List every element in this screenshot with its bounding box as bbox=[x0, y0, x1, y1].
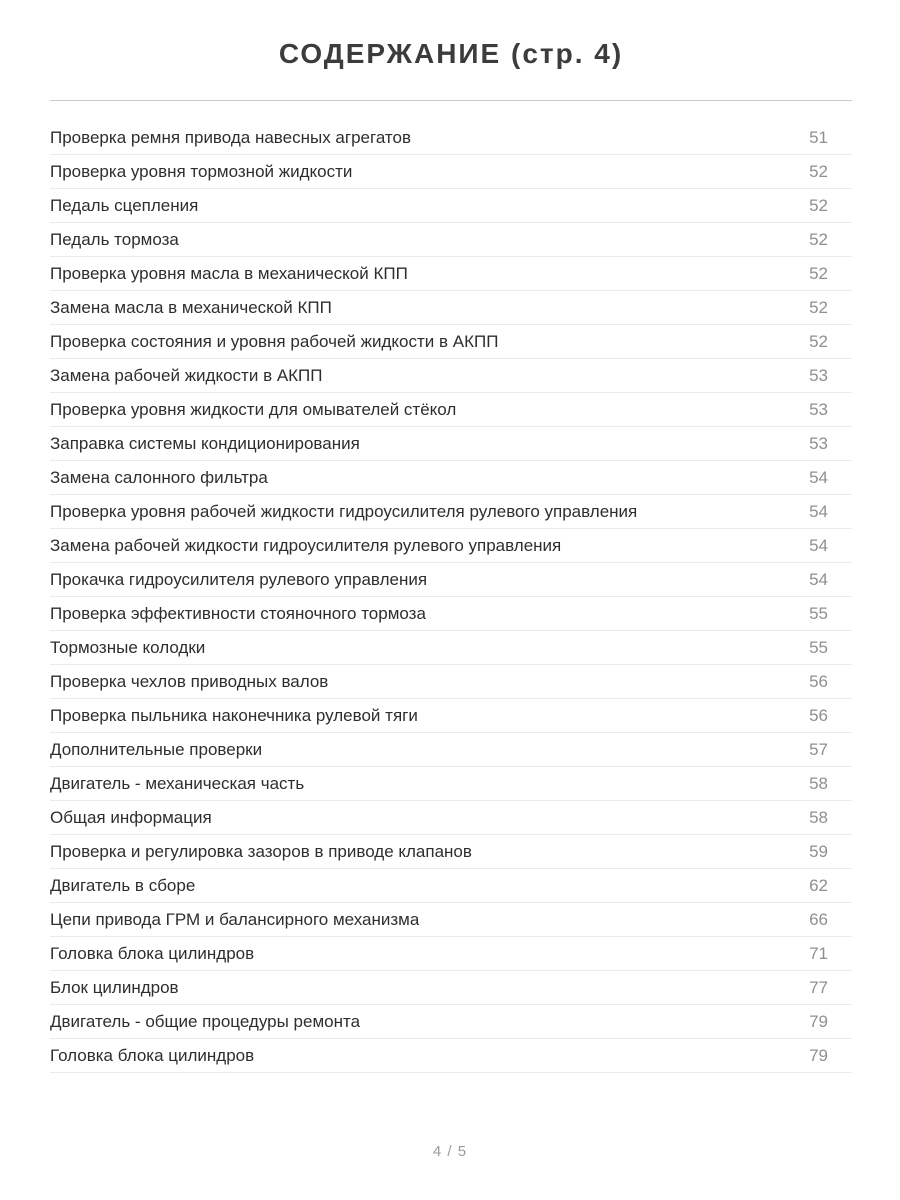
toc-entry-label: Замена масла в механической КПП bbox=[50, 297, 332, 317]
toc-entry-page: 53 bbox=[809, 433, 828, 453]
toc-entry-page: 56 bbox=[809, 671, 828, 691]
toc-row[interactable] bbox=[50, 937, 852, 971]
toc-entry-label: Проверка эффективности стояночного тормоза bbox=[50, 603, 426, 623]
toc-entry-page: 53 bbox=[809, 365, 828, 385]
toc-entry-label: Головка блока цилиндров bbox=[50, 943, 255, 963]
toc-entry-page: 53 bbox=[809, 399, 828, 419]
toc-entry-page: 52 bbox=[809, 331, 828, 351]
toc-entry-page: 54 bbox=[809, 467, 828, 487]
toc-row[interactable] bbox=[50, 461, 852, 495]
toc-entry-page: 66 bbox=[809, 909, 828, 929]
toc-entry-page: 55 bbox=[809, 603, 828, 623]
toc-entry-label: Проверка уровня жидкости для омывателей стёкол bbox=[50, 399, 457, 419]
toc-row[interactable] bbox=[50, 733, 852, 767]
toc-row[interactable] bbox=[50, 971, 852, 1005]
toc-content bbox=[50, 0, 852, 1073]
page-indicator: 4 / 5 bbox=[432, 1143, 468, 1160]
toc-row[interactable] bbox=[50, 155, 852, 189]
toc-entry-page: 52 bbox=[809, 263, 828, 283]
toc-entry-label: Замена салонного фильтра bbox=[50, 467, 268, 487]
toc-entry-page: 57 bbox=[809, 739, 828, 759]
toc-row[interactable] bbox=[50, 427, 852, 461]
toc-entry-label: Проверка ремня привода навесных агрегатов bbox=[50, 127, 411, 147]
toc-entry-label: Проверка пыльника наконечника рулевой тяги bbox=[50, 705, 418, 725]
toc-entry-label: Дополнительные проверки bbox=[50, 739, 263, 759]
toc-entry-label: Проверка уровня масла в механической КПП bbox=[50, 263, 408, 283]
toc-entry-label: Педаль сцепления bbox=[50, 195, 199, 215]
toc-row[interactable] bbox=[50, 835, 852, 869]
toc-entry-page: 54 bbox=[809, 501, 828, 521]
toc-entry-label: Проверка и регулировка зазоров в приводе клапанов bbox=[50, 841, 472, 861]
toc-entry-label: Замена рабочей жидкости гидроусилителя рулевого управления bbox=[50, 535, 562, 555]
toc-entry-page: 55 bbox=[809, 637, 828, 657]
toc-entry-label: Блок цилиндров bbox=[50, 977, 179, 997]
toc-row[interactable] bbox=[50, 767, 852, 801]
toc-row[interactable] bbox=[50, 597, 852, 631]
toc-row[interactable] bbox=[50, 121, 852, 155]
toc-row[interactable] bbox=[50, 325, 852, 359]
toc-entry-page: 52 bbox=[809, 229, 828, 249]
toc-entry-page: 56 bbox=[809, 705, 828, 725]
toc-row[interactable] bbox=[50, 699, 852, 733]
toc-entry-label: Проверка состояния и уровня рабочей жидкости в АКПП bbox=[50, 331, 499, 351]
toc-entry-page: 77 bbox=[809, 977, 828, 997]
toc-row[interactable] bbox=[50, 393, 852, 427]
toc-entry-page: 52 bbox=[809, 195, 828, 215]
toc-row[interactable] bbox=[50, 189, 852, 223]
toc-row[interactable] bbox=[50, 359, 852, 393]
toc-entry-label: Общая информация bbox=[50, 807, 212, 827]
toc-entry-page: 79 bbox=[809, 1011, 828, 1031]
title-divider bbox=[50, 100, 852, 101]
toc-row[interactable] bbox=[50, 529, 852, 563]
toc-entry-label: Проверка уровня тормозной жидкости bbox=[50, 161, 353, 181]
toc-entry-page: 58 bbox=[809, 773, 828, 793]
toc-entry-label: Головка блока цилиндров bbox=[50, 1045, 255, 1065]
toc-row[interactable] bbox=[50, 869, 852, 903]
toc-entry-label: Тормозные колодки bbox=[50, 637, 206, 657]
toc-entry-label: Цепи привода ГРМ и балансирного механизма bbox=[50, 909, 420, 929]
toc-list bbox=[50, 121, 852, 1073]
toc-entry-page: 52 bbox=[809, 161, 828, 181]
page-title: СОДЕРЖАНИЕ (стр. 4) bbox=[278, 38, 624, 69]
toc-row[interactable] bbox=[50, 1005, 852, 1039]
toc-entry-label: Прокачка гидроусилителя рулевого управления bbox=[50, 569, 428, 589]
toc-entry-label: Двигатель в сборе bbox=[50, 875, 196, 895]
toc-entry-page: 79 bbox=[809, 1045, 828, 1065]
toc-row[interactable] bbox=[50, 291, 852, 325]
toc-entry-label: Двигатель - общие процедуры ремонта bbox=[50, 1011, 361, 1031]
toc-entry-label: Педаль тормоза bbox=[50, 229, 179, 249]
toc-entry-page: 54 bbox=[809, 569, 828, 589]
toc-entry-label: Проверка чехлов приводных валов bbox=[50, 671, 329, 691]
toc-row[interactable] bbox=[50, 1039, 852, 1073]
toc-entry-page: 62 bbox=[809, 875, 828, 895]
toc-row[interactable] bbox=[50, 631, 852, 665]
toc-row[interactable] bbox=[50, 257, 852, 291]
toc-entry-page: 58 bbox=[809, 807, 828, 827]
toc-row[interactable] bbox=[50, 801, 852, 835]
toc-row[interactable] bbox=[50, 495, 852, 529]
toc-entry-page: 59 bbox=[809, 841, 828, 861]
toc-entry-label: Заправка системы кондиционирования bbox=[50, 433, 360, 453]
toc-row[interactable] bbox=[50, 563, 852, 597]
toc-entry-page: 71 bbox=[809, 943, 828, 963]
toc-entry-page: 52 bbox=[809, 297, 828, 317]
toc-entry-label: Проверка уровня рабочей жидкости гидроусилителя рулевого управления bbox=[50, 501, 638, 521]
toc-row[interactable] bbox=[50, 665, 852, 699]
toc-row[interactable] bbox=[50, 903, 852, 937]
toc-entry-page: 51 bbox=[809, 127, 828, 147]
toc-row[interactable] bbox=[50, 223, 852, 257]
toc-entry-page: 54 bbox=[809, 535, 828, 555]
toc-entry-label: Двигатель - механическая часть bbox=[50, 773, 305, 793]
toc-entry-label: Замена рабочей жидкости в АКПП bbox=[50, 365, 323, 385]
